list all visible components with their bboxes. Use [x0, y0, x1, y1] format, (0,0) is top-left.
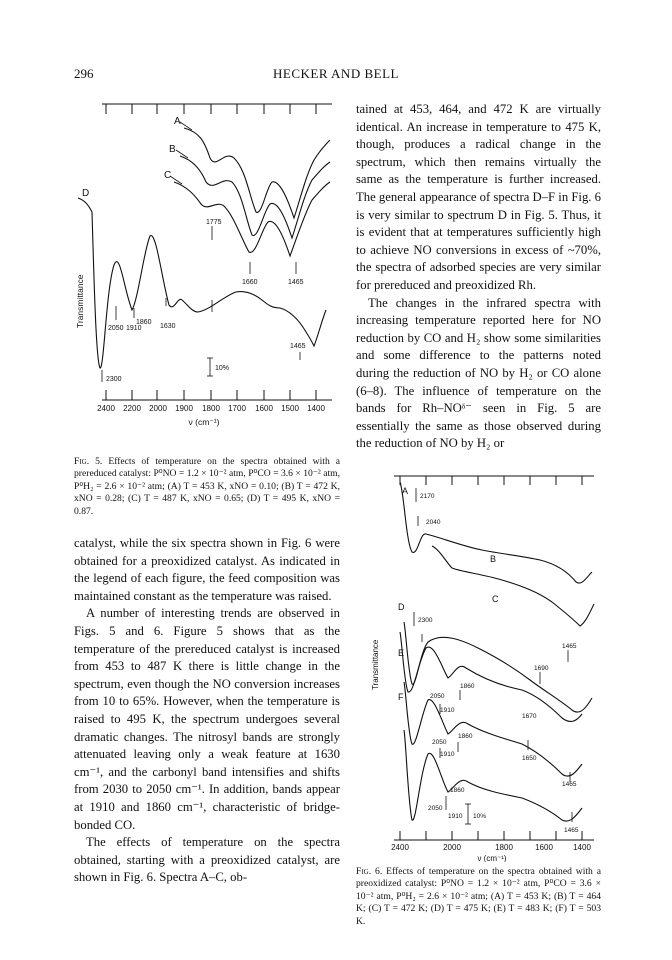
fig6-xtick-2000: 2000: [443, 843, 461, 852]
fig6-ylabel: Transmittance: [371, 639, 380, 690]
fig6-band-1860c: 1860: [450, 787, 465, 794]
fig6-label-c: C: [492, 594, 499, 604]
fig5-label-c: C: [164, 170, 172, 181]
fig5-band-1660: 1660: [242, 279, 258, 286]
fig5-band-1465b: 1465: [290, 343, 306, 350]
fig5-xtick-2200: 2200: [123, 404, 141, 413]
fig6-band-1910c: 1910: [448, 813, 463, 820]
fig6-scale-bar: 10%: [473, 813, 487, 820]
fig5-caption: [74, 456, 340, 518]
fig5-xtick-1900: 1900: [175, 404, 193, 413]
fig6-band-1860b: 1860: [458, 733, 473, 740]
fig6-label-b: B: [490, 554, 497, 564]
right-column-text: [356, 101, 601, 453]
fig6-curve-d: [400, 632, 582, 721]
fig6-caption-text: Effects of temperature on the spectra obtained with a preoxidized catalyst: P⁰NO = 1.2 × 10⁻² atm, P⁰CO = 3.6 × 10⁻² atm, P⁰H₂ = 2.6 × 10⁻² atm; (A) T = 453 K; (B) T = 464 K; (C) T = 472 K; (D) T = 475 K; (E) T = 483 K; (F) T = 503 K.: [356, 866, 601, 927]
fig5-curve-a: [184, 128, 330, 218]
fig6-band-1910b: 1910: [440, 751, 455, 758]
fig6-label-e: E: [398, 648, 405, 658]
fig6-band-1650: 1650: [522, 755, 537, 762]
fig6-label-a: A: [402, 486, 409, 496]
fig6-band-2300: 2300: [418, 617, 433, 624]
fig5-band-1910: 1910: [126, 325, 142, 332]
fig6-band-1690: 1690: [534, 665, 549, 672]
right-paragraph-2: The changes in the infrared spectra with increasing temperature reported here for NO reduction by CO and H₂ show some similarities and some difference to the patterns noted during the reduction of NO by H₂ or CO alone (6–8). The influence of temperature on the bands for Rh–NOᵟ⁻ seen in Fig. 5 are essentially the same as those observed during the reduction of NO by H₂ or: [356, 295, 601, 451]
fig6-caption: [356, 866, 601, 928]
figure-5: [74, 100, 340, 450]
fig5-band-1775: 1775: [206, 219, 222, 226]
fig6-band-1670: 1670: [522, 713, 537, 720]
fig6-band-2050: 2050: [430, 693, 445, 700]
fig6-band-2170: 2170: [420, 493, 435, 500]
fig5-scale-bar: 10%: [215, 365, 230, 372]
fig6-band-2040: 2040: [426, 519, 441, 526]
fig5-band-2050: 2050: [108, 325, 124, 332]
fig5-xtick-2400: 2400: [97, 404, 115, 413]
fig5-label-b: B: [169, 144, 176, 155]
page-number: 296: [74, 66, 94, 81]
fig6-xtick-1800: 1800: [495, 843, 513, 852]
fig6-label-f: F: [398, 692, 404, 702]
fig5-caption-label: Fig. 5.: [74, 456, 103, 467]
fig6-band-2050b: 2050: [432, 739, 447, 746]
fig6-band-1910: 1910: [440, 707, 455, 714]
fig5-curve-b: [180, 156, 330, 238]
fig5-xlabel: ν (cm⁻¹): [188, 417, 220, 427]
fig5-band-1860: 1860: [136, 319, 152, 326]
fig5-xtick-1800: 1800: [202, 404, 220, 413]
fig6-band-2050c: 2050: [428, 805, 443, 812]
fig5-xtick-1700: 1700: [228, 404, 246, 413]
right-paragraph-1: tained at 453, 464, and 472 K are virtually identical. An increase in temperature to 475 K, though, produces a radical change in the spectrum, which then remains virtually the same as the temperature is further increased. The general appearance of spectra D–F in Fig. 6 is very similar to spectrum D in Fig. 5. Thus, it is evident that at temperatures sufficiently high to achieve NO conversions in excess of ~70%, the spectra of adsorbed species are very similar for prereduced and preoxidized Rh.: [356, 102, 601, 292]
fig5-label-a: A: [174, 116, 181, 127]
fig6-xtick-1600: 1600: [535, 843, 553, 852]
left-column-text: [74, 535, 340, 887]
fig5-band-1630: 1630: [160, 323, 176, 330]
figure-6: [362, 472, 602, 862]
fig5-band-1465: 1465: [288, 279, 304, 286]
left-paragraph-3: The effects of temperature on the spectra obtained, starting with a preoxidized catalyst, are shown in Fig. 6. Spectra A–C, ob-: [74, 835, 340, 885]
fig6-xlabel: ν (cm⁻¹): [477, 854, 507, 862]
fig5-xtick-1500: 1500: [281, 404, 299, 413]
fig6-band-1465b: 1465: [562, 781, 577, 788]
fig6-xtick-2400: 2400: [391, 843, 409, 852]
fig6-caption-label: Fig. 6.: [356, 866, 383, 877]
fig6-label-d: D: [398, 602, 405, 612]
running-head: HECKER AND BELL: [273, 66, 399, 81]
fig5-xtick-1400: 1400: [307, 404, 325, 413]
left-paragraph-1: catalyst, while the six spectra shown in Fig. 6 were obtained for a preoxidized catalyst. As indicated in the legend of each figure, the feed composition was maintained constant as the temperature was raised.: [74, 536, 340, 603]
fig5-xtick-2000: 2000: [149, 404, 167, 413]
fig5-label-d: D: [82, 188, 90, 199]
fig6-band-1465: 1465: [562, 643, 577, 650]
left-paragraph-2: A number of interesting trends are observed in Figs. 5 and 6. Figure 5 shows that as the temperature of the prereduced catalyst is increased from 453 to 487 K there is little change in the spectrum, even though the NO conversion increases from 10 to 65%. However, when the temperature is raised to 495 K, the spectrum undergoes several dramatic changes. The nitrosyl bands are strongly attenuated leaving only a weak feature at 1630 cm⁻¹, and the carbonyl band intensifies and shifts from 2030 to 2050 cm⁻¹. In addition, bands appear at 1910 and 1860 cm⁻¹, characteristic of bridge-bonded CO.: [74, 606, 340, 832]
fig6-curve-b: [432, 546, 594, 626]
fig6-band-1860: 1860: [460, 683, 475, 690]
fig5-xtick-1600: 1600: [255, 404, 273, 413]
fig6-xtick-1400: 1400: [573, 843, 591, 852]
fig5-band-2300: 2300: [106, 376, 122, 383]
fig6-band-1465c: 1465: [564, 827, 579, 834]
fig5-ylabel: Transmittance: [75, 274, 85, 328]
fig5-caption-text: Effects of temperature on the spectra obtained with a prereduced catalyst: P⁰NO = 1.2 × 10⁻² atm, P⁰CO = 3.6 × 10⁻² atm, P⁰H₂ = 2.6 × 10⁻² atm; (A) T = 453 K, xNO = 0.10; (B) T = 472 K, xNO = 0.28; (C) T = 487 K, xNO = 0.65; (D) T = 495 K, xNO = 0.87.: [74, 456, 341, 517]
